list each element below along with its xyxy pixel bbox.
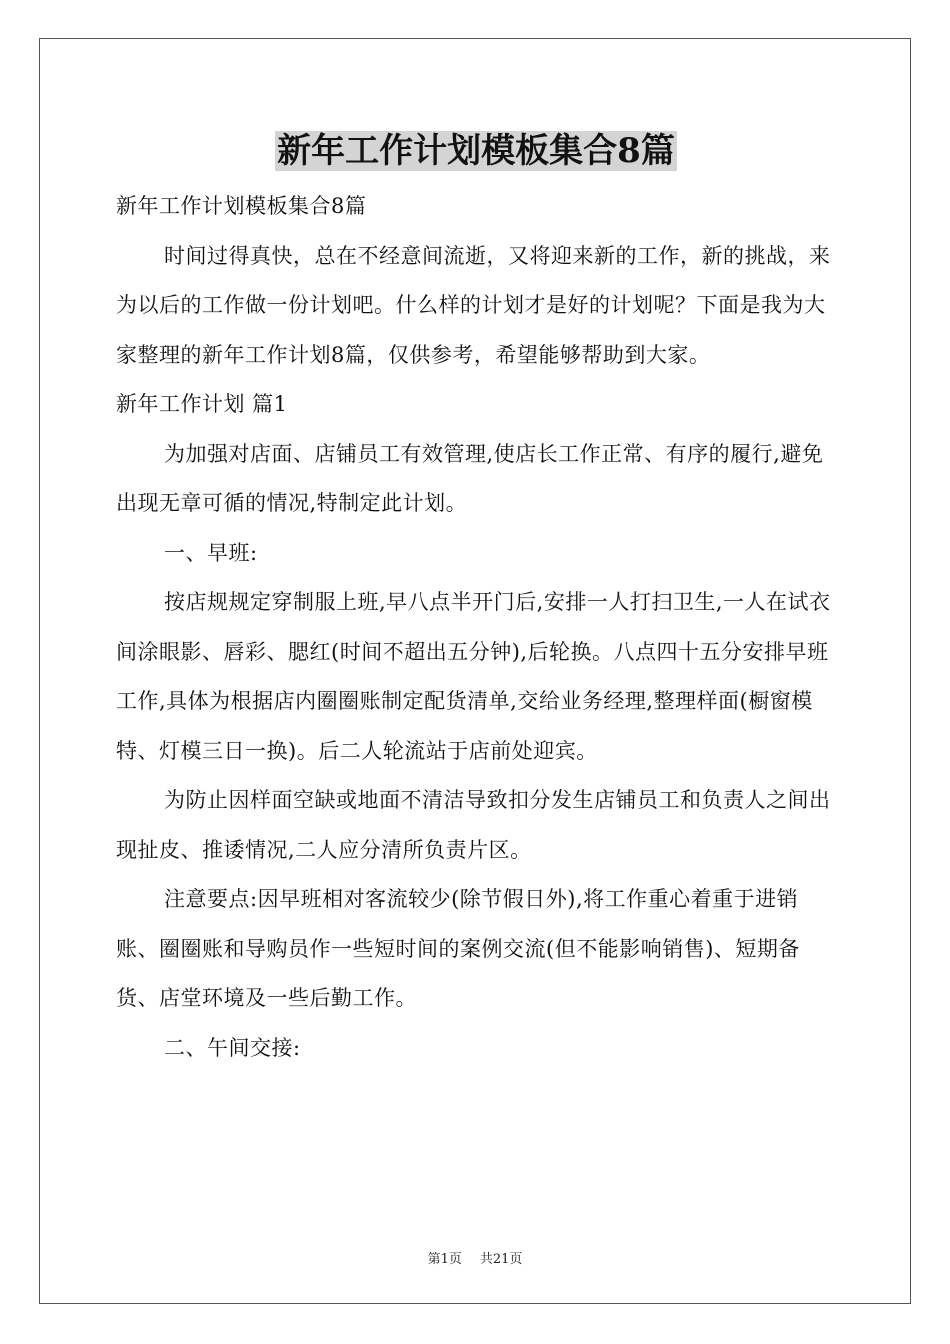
page-total: 共21页 [479,1252,523,1267]
document-title [116,120,836,182]
subheading-morning-shift: 一、早班: [164,540,258,565]
document-body [116,120,836,1073]
section-heading-plan-1: 新年工作计划 篇1 [116,392,288,416]
subheading-noon-handover: 二、午间交接: [164,1035,301,1060]
page-number: 第1页 [427,1252,462,1267]
page-footer [0,1248,950,1267]
paragraph-key-points: 注意要点:因早班相对客流较少(除节假日外),将工作重心着重于进销账、圈圈账和导购员作一些短时间的案例交流(但不能影响销售)、短期备货、店堂环境及一些后勤工作。 [116,887,800,1010]
paragraph-area-division: 为防止因样面空缺或地面不清洁导致扣分发生店铺员工和负责人之间出现扯皮、推诿情况,二人应分清所负责片区。 [116,788,831,862]
paragraph-subtitle: 新年工作计划模板集合8篇 [116,194,367,218]
paragraph-purpose: 为加强对店面、店铺员工有效管理,使店长工作正常、有序的履行,避免出现无章可循的情况,特制定此计划。 [116,441,824,515]
paragraph-intro: 时间过得真快，总在不经意间流逝，又将迎来新的工作，新的挑战，来为以后的工作做一份计划吧。什么样的计划才是好的计划呢？下面是我为大家整理的新年工作计划8篇，仅供参考，希望能够帮助到大家。 [116,243,831,367]
paragraph-morning-duties: 按店规规定穿制服上班,早八点半开门后,安排一人打扫卫生,一人在试衣间涂眼影、唇彩、腮红(时间不超出五分钟),后轮换。八点四十五分安排早班工作,具体为根据店内圈圈账制定配货清单,交给业务经理,整理样面(橱窗模特、灯模三日一换)。后二人轮流站于店前处迎宾。 [116,590,831,763]
document-title-text: 新年工作计划模板集合8篇 [277,131,675,171]
